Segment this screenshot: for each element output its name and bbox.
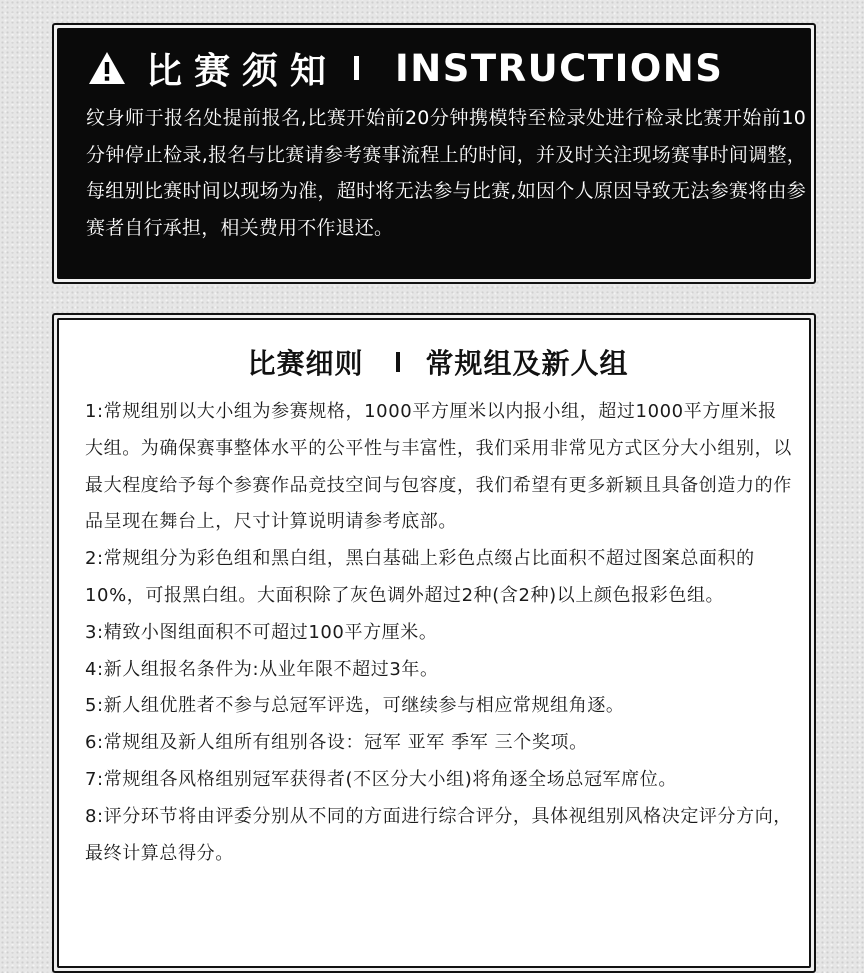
rules-title: 比赛细则 xyxy=(247,347,364,380)
rule-item-5: 5:新人组优胜者不参与总冠军评选，可继续参与相应常规组角逐。 xyxy=(85,695,625,717)
rules-panel-body xyxy=(57,318,811,968)
rules-title-divider xyxy=(396,352,400,372)
instructions-header xyxy=(88,42,811,94)
rules-list xyxy=(85,394,795,872)
instructions-title-en: INSTRUCTIONS xyxy=(395,46,724,90)
rule-item-7: 7:常规组各风格组别冠军获得者(不区分大小组)将角逐全场总冠军席位。 xyxy=(85,768,677,790)
warning-triangle-icon xyxy=(88,51,126,85)
rule-item-8: 8:评分环节将由评委分别从不同的方面进行综合评分，具体视组别风格决定评分方向，最终计算总得分。 xyxy=(85,805,792,864)
instructions-text: 纹身师于报名处提前报名,比赛开始前20分钟携模特至检录处进行检录比赛开始前10分钟停止检录,报名与比赛请参考赛事流程上的时间，并及时关注现场赛事时间调整，每组别比赛时间以现场为准，超时将无法参与比赛,如因个人原因导致无法参赛将由参赛者自行承担，相关费用不作退还。 xyxy=(86,107,806,239)
rule-item-4: 4:新人组报名条件为:从业年限不超过3年。 xyxy=(85,658,439,680)
rules-header xyxy=(59,342,809,382)
title-divider xyxy=(354,56,359,80)
rule-item-3: 3:精致小图组面积不可超过100平方厘米。 xyxy=(85,621,438,643)
rule-item-1: 1:常规组别以大小组为参赛规格，1000平方厘米以内报小组，超过1000平方厘米报大组。为确保赛事整体水平的公平性与丰富性，我们采用非常见方式区分大小组别，以最大程度给予每个参赛作品竞技空间与包容度，我们希望有更多新颖且具备创造力的作品呈现在舞台上，尺寸计算说明请参考底部。 xyxy=(85,401,792,533)
rules-panel xyxy=(52,313,816,973)
instructions-title-cn: 比赛须知 xyxy=(146,50,339,92)
instructions-panel xyxy=(52,23,816,284)
instructions-panel-body xyxy=(57,28,811,279)
rules-subtitle: 常规组及新人组 xyxy=(425,347,629,380)
rule-item-6: 6:常规组及新人组所有组别各设：冠军 亚军 季军 三个奖项。 xyxy=(85,732,588,754)
rule-item-2: 2:常规组分为彩色组和黑白组，黑白基础上彩色点缀占比面积不超过图案总面积的10%，可报黑白组。大面积除了灰色调外超过2种(含2种)以上颜色报彩色组。 xyxy=(85,548,755,606)
